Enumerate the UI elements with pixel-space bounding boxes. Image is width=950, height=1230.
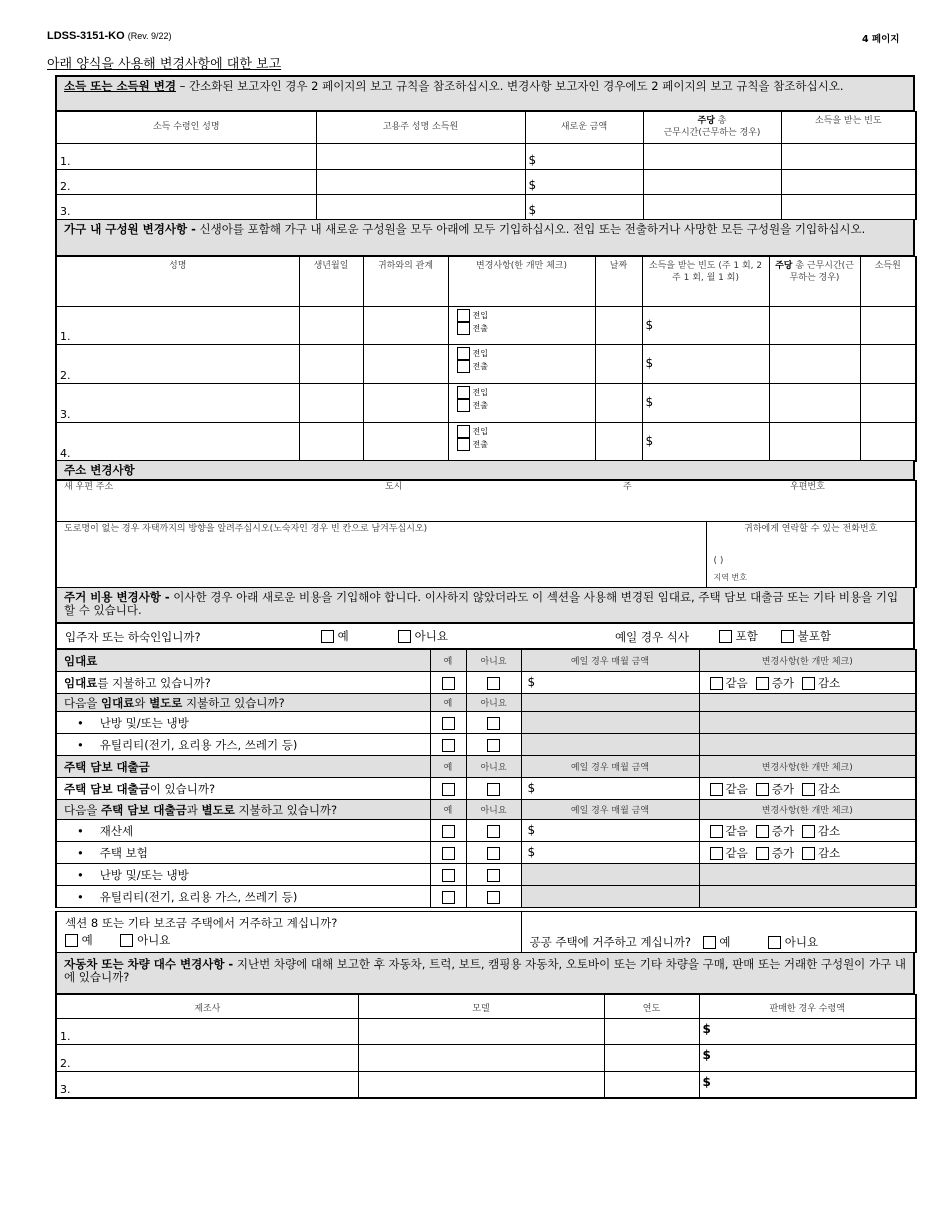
household-row xyxy=(56,345,916,384)
insurance-decrease-checkbox[interactable] xyxy=(802,847,815,860)
roomer-row xyxy=(55,623,915,649)
move-out-option[interactable]: 전출 xyxy=(457,322,592,335)
address-section-header xyxy=(55,460,915,480)
mortgage-decrease-checkbox[interactable] xyxy=(802,783,815,796)
member-relationship-field[interactable] xyxy=(363,384,448,423)
meals-included-checkbox[interactable] xyxy=(719,630,732,643)
move-out-option[interactable]: 전출 xyxy=(457,438,592,451)
rent-same-option[interactable]: 같음 xyxy=(710,676,748,690)
directions-field[interactable]: 도로명이 없는 경우 자택까지의 방향을 알려주십시오(노숙자인 경우 빈 칸으로 남겨두십시오) xyxy=(56,522,706,588)
rent-utilities-row xyxy=(56,734,916,756)
meals-included-option[interactable]: 포함 xyxy=(719,628,758,644)
income-employer-field[interactable] xyxy=(316,195,525,220)
income-frequency-field[interactable] xyxy=(781,170,916,195)
gray-cell xyxy=(521,712,699,734)
address-table xyxy=(55,480,917,588)
member-date-field[interactable] xyxy=(595,384,642,423)
rent-heat-row xyxy=(56,712,916,734)
income-hours-field[interactable] xyxy=(643,144,781,170)
rent-heat-no-checkbox[interactable] xyxy=(487,717,500,730)
insurance-change-group xyxy=(699,842,916,864)
household-col-source: 소득원 xyxy=(860,257,916,307)
insurance-increase-checkbox[interactable] xyxy=(756,847,769,860)
member-source-field[interactable] xyxy=(860,384,916,423)
vehicle-row xyxy=(56,1072,916,1098)
mortgage-yes-cell[interactable] xyxy=(430,778,466,800)
gray-cell xyxy=(699,694,916,712)
gray-cell xyxy=(699,864,916,886)
household-col-relationship: 귀하와의 관계 xyxy=(363,257,448,307)
vehicle-section-header xyxy=(55,952,915,994)
gray-cell xyxy=(521,734,699,756)
gray-cell xyxy=(699,712,916,734)
housing-cost-table xyxy=(55,649,917,908)
rent-decrease-checkbox[interactable] xyxy=(802,677,815,690)
mortgage-amount-field[interactable]: $ xyxy=(521,778,699,800)
rent-col-yes: 예 xyxy=(430,650,466,672)
income-row xyxy=(56,144,916,170)
tax-no-cell[interactable] xyxy=(466,820,521,842)
household-row xyxy=(56,384,916,423)
vehicle-table xyxy=(55,994,917,1099)
income-amount-field[interactable]: $ xyxy=(525,195,643,220)
income-hours-field[interactable] xyxy=(643,170,781,195)
mort-utilities-row xyxy=(56,886,916,908)
mortgage-sep-col-amount: 예일 경우 매월 금액 xyxy=(521,800,699,820)
member-hours-field[interactable] xyxy=(769,384,860,423)
form-revision: (Rev. 9/22) xyxy=(127,31,172,41)
zip-label: 우편번호 xyxy=(790,482,825,492)
vehicle-year-field[interactable] xyxy=(604,1045,699,1072)
income-frequency-field[interactable] xyxy=(781,195,916,220)
mort-utilities-label: • 유틸리티(전기, 요리용 가스, 쓰레기 등) xyxy=(56,886,430,908)
gray-cell xyxy=(699,734,916,756)
move-in-option[interactable]: 전입 xyxy=(457,309,592,322)
member-name-field[interactable]: 1. xyxy=(56,307,299,345)
mort-heat-row xyxy=(56,864,916,886)
gray-cell xyxy=(521,886,699,908)
mortgage-no-cell[interactable] xyxy=(466,778,521,800)
member-source-field[interactable] xyxy=(860,345,916,384)
meals-question: 예일 경우 식사 xyxy=(615,630,689,644)
income-hours-field[interactable] xyxy=(643,195,781,220)
household-row xyxy=(56,423,916,462)
insurance-row xyxy=(56,842,916,864)
mortgage-row xyxy=(56,778,916,800)
mortgage-same-option[interactable]: 같음 xyxy=(710,782,748,796)
phone-label: 귀하에게 연락할 수 있는 전화번호 xyxy=(744,524,878,534)
gray-cell xyxy=(521,694,699,712)
move-out-checkbox[interactable] xyxy=(457,438,470,451)
subsidy-table xyxy=(55,911,917,953)
income-section-header xyxy=(55,75,915,111)
vehicle-sold-field[interactable]: $ xyxy=(699,1045,916,1072)
member-source-field[interactable] xyxy=(860,307,916,345)
rent-util-no-checkbox[interactable] xyxy=(487,739,500,752)
tax-yes-cell[interactable] xyxy=(430,820,466,842)
move-out-checkbox[interactable] xyxy=(457,399,470,412)
rent-heat-no-cell[interactable] xyxy=(466,712,521,734)
rent-sep-col-yes: 예 xyxy=(430,694,466,712)
household-col-name: 성명 xyxy=(56,257,299,307)
rent-no-cell[interactable] xyxy=(466,672,521,694)
member-dob-field[interactable] xyxy=(299,423,363,462)
income-section-text: – 간소화된 보고자인 경우 2 페이지의 보고 규칙을 참조하십시오. 변경사항 보고자인 경우에도 2 페이지의 보고 규칙을 참조하십시오. xyxy=(176,79,844,93)
tax-same-option[interactable]: 같음 xyxy=(710,824,748,838)
rent-util-yes-checkbox[interactable] xyxy=(442,739,455,752)
rent-col-no: 아니요 xyxy=(466,650,521,672)
section8-cell xyxy=(56,912,521,953)
mortgage-col-no: 아니요 xyxy=(466,756,521,778)
insurance-no-checkbox[interactable] xyxy=(487,847,500,860)
household-col-frequency: 소득을 받는 빈도 (주 1 회, 2 주 1 회, 월 1 회) xyxy=(642,257,769,307)
income-employer-field[interactable] xyxy=(316,170,525,195)
housing-section-header xyxy=(55,587,915,623)
mortgage-col-amount: 예일 경우 매월 금액 xyxy=(521,756,699,778)
insurance-increase-option[interactable]: 증가 xyxy=(756,846,794,860)
mortgage-separate-question: 다음을 주택 담보 대출금과 별도로 지불하고 있습니까? xyxy=(56,800,430,820)
mortgage-sep-col-change: 변경사항(한 개만 체크) xyxy=(699,800,916,820)
member-hours-field[interactable] xyxy=(769,307,860,345)
mortgage-change-group xyxy=(699,778,916,800)
roomer-yes-option[interactable]: 예 xyxy=(321,628,349,644)
member-frequency-field[interactable]: $ xyxy=(642,384,769,423)
member-date-field[interactable] xyxy=(595,423,642,462)
tax-decrease-option[interactable]: 감소 xyxy=(802,824,840,838)
move-in-option[interactable]: 전입 xyxy=(457,386,592,399)
mortgage-increase-option[interactable]: 증가 xyxy=(756,782,794,796)
phone-area-paren: ( ) xyxy=(713,556,724,566)
rent-increase-checkbox[interactable] xyxy=(756,677,769,690)
rent-no-checkbox[interactable] xyxy=(487,677,500,690)
move-in-option[interactable]: 전입 xyxy=(457,425,592,438)
public-no-checkbox[interactable] xyxy=(768,936,781,949)
public-no-option[interactable]: 아니요 xyxy=(768,935,818,949)
income-employer-field[interactable] xyxy=(316,144,525,170)
new-address-field[interactable] xyxy=(56,481,916,522)
public-housing-question: 공공 주택에 거주하고 계십니까? xyxy=(529,935,691,949)
roomer-no-option[interactable]: 아니요 xyxy=(398,628,448,644)
mort-heat-no-checkbox[interactable] xyxy=(487,869,500,882)
state-label: 주 xyxy=(623,482,632,492)
mortgage-increase-checkbox[interactable] xyxy=(756,783,769,796)
report-form xyxy=(55,72,915,1098)
vehicle-col-make: 제조사 xyxy=(56,995,358,1019)
rent-question: 임대료를 지불하고 있습니까? xyxy=(56,672,430,694)
mortgage-yes-checkbox[interactable] xyxy=(442,783,455,796)
household-col-date: 날짜 xyxy=(595,257,642,307)
meals-excluded-checkbox[interactable] xyxy=(781,630,794,643)
member-frequency-field[interactable]: $ xyxy=(642,423,769,462)
income-col-employer: 고용주 성명 소득원 xyxy=(316,112,525,144)
member-hours-field[interactable] xyxy=(769,423,860,462)
mort-util-no-cell[interactable] xyxy=(466,886,521,908)
household-section-text: 신생아를 포함해 가구 내 새로운 구성원을 모두 아래에 모두 기입하십시오. 전입 또는 전출하거나 사망한 모든 구성원을 기입하십시오. xyxy=(195,222,866,236)
household-col-dob: 생년월일 xyxy=(299,257,363,307)
rent-decrease-option[interactable]: 감소 xyxy=(802,676,840,690)
household-row xyxy=(56,307,916,345)
rent-yes-cell[interactable] xyxy=(430,672,466,694)
income-row xyxy=(56,195,916,220)
vehicle-sold-field[interactable]: $ xyxy=(699,1072,916,1098)
income-name-field[interactable]: 3. xyxy=(56,195,316,220)
address-section-title: 주소 변경사항 xyxy=(64,463,135,477)
section8-no-option[interactable]: 아니요 xyxy=(120,933,170,947)
member-frequency-field[interactable]: $ xyxy=(642,307,769,345)
rent-util-no-cell[interactable] xyxy=(466,734,521,756)
public-housing-cell xyxy=(521,912,916,953)
tax-label: • 재산세 xyxy=(56,820,430,842)
move-out-option[interactable]: 전출 xyxy=(457,399,592,412)
income-name-field[interactable]: 1. xyxy=(56,144,316,170)
rent-col-change: 변경사항(한 개만 체크) xyxy=(699,650,916,672)
household-section-title: 가구 내 구성원 변경사항 - xyxy=(64,222,196,236)
member-relationship-field[interactable] xyxy=(363,345,448,384)
member-frequency-field[interactable]: $ xyxy=(642,345,769,384)
area-code-label: 지역 번호 xyxy=(713,573,747,582)
household-table xyxy=(55,256,917,462)
rent-heat-yes-checkbox[interactable] xyxy=(442,717,455,730)
vehicle-make-field[interactable]: 3. xyxy=(56,1072,358,1098)
mortgage-separate-row xyxy=(56,800,916,820)
move-in-checkbox[interactable] xyxy=(457,386,470,399)
income-amount-field[interactable]: $ xyxy=(525,144,643,170)
move-out-checkbox[interactable] xyxy=(457,360,470,373)
rent-col-amount: 예일 경우 매월 금액 xyxy=(521,650,699,672)
section8-no-checkbox[interactable] xyxy=(120,934,133,947)
income-name-field[interactable]: 2. xyxy=(56,170,316,195)
roomer-yes-checkbox[interactable] xyxy=(321,630,334,643)
mortgage-col-change: 변경사항(한 개만 체크) xyxy=(699,756,916,778)
vehicle-section-title: 자동차 또는 차량 대수 변경사항 - xyxy=(64,957,234,971)
income-col-frequency: 소득을 받는 빈도 xyxy=(781,112,916,144)
roomer-no-checkbox[interactable] xyxy=(398,630,411,643)
mort-heat-label: • 난방 및/또는 냉방 xyxy=(56,864,430,886)
mort-util-yes-checkbox[interactable] xyxy=(442,891,455,904)
member-relationship-field[interactable] xyxy=(363,307,448,345)
section8-question: 섹션 8 또는 기타 보조금 주택에서 거주하고 계십니까? xyxy=(65,916,338,930)
roomer-question: 입주자 또는 하숙인입니까? xyxy=(65,630,201,644)
insurance-amount-field[interactable]: $ xyxy=(521,842,699,864)
member-dob-field[interactable] xyxy=(299,384,363,423)
tax-change-group xyxy=(699,820,916,842)
vehicle-make-field[interactable]: 2. xyxy=(56,1045,358,1072)
insurance-same-option[interactable]: 같음 xyxy=(710,846,748,860)
member-name-field[interactable]: 4. xyxy=(56,423,299,462)
phone-field[interactable] xyxy=(706,522,916,588)
vehicle-row xyxy=(56,1019,916,1045)
vehicle-model-field[interactable] xyxy=(358,1019,604,1045)
member-date-field[interactable] xyxy=(595,307,642,345)
income-col-hours: 주당 총 근무시간(근무하는 경우) xyxy=(643,112,781,144)
housing-section-text: 이사한 경우 아래 새로운 비용을 기입해야 합니다. 이사하지 않았더라도 이 섹션을 사용해 변경된 임대료, 주택 담보 대출금 또는 기타 비용을 기입할 수 있습니다. xyxy=(64,590,899,617)
mort-util-yes-cell[interactable] xyxy=(430,886,466,908)
vehicle-model-field[interactable] xyxy=(358,1045,604,1072)
insurance-yes-cell[interactable] xyxy=(430,842,466,864)
move-out-checkbox[interactable] xyxy=(457,322,470,335)
tax-decrease-checkbox[interactable] xyxy=(802,825,815,838)
section8-yes-checkbox[interactable] xyxy=(65,934,78,947)
gray-cell xyxy=(699,886,916,908)
mort-util-no-checkbox[interactable] xyxy=(487,891,500,904)
mortgage-decrease-option[interactable]: 감소 xyxy=(802,782,840,796)
household-col-change: 변경사항(한 개만 체크) xyxy=(448,257,595,307)
vehicle-col-sold: 판매한 경우 수령액 xyxy=(699,995,916,1019)
vehicle-make-field[interactable]: 1. xyxy=(56,1019,358,1045)
mortgage-sep-col-no: 아니요 xyxy=(466,800,521,820)
mortgage-sep-col-yes: 예 xyxy=(430,800,466,820)
rent-increase-option[interactable]: 증가 xyxy=(756,676,794,690)
member-hours-field[interactable] xyxy=(769,345,860,384)
insurance-no-cell[interactable] xyxy=(466,842,521,864)
move-in-checkbox[interactable] xyxy=(457,347,470,360)
public-yes-option[interactable]: 예 xyxy=(703,935,731,949)
income-table xyxy=(55,111,917,220)
rent-separate-row xyxy=(56,694,916,712)
move-in-checkbox[interactable] xyxy=(457,309,470,322)
tax-increase-checkbox[interactable] xyxy=(756,825,769,838)
tax-increase-option[interactable]: 증가 xyxy=(756,824,794,838)
income-frequency-field[interactable] xyxy=(781,144,916,170)
member-change-group xyxy=(448,307,595,345)
mortgage-col-yes: 예 xyxy=(430,756,466,778)
member-name-field[interactable]: 3. xyxy=(56,384,299,423)
mort-heat-yes-cell[interactable] xyxy=(430,864,466,886)
public-yes-checkbox[interactable] xyxy=(703,936,716,949)
income-amount-field[interactable]: $ xyxy=(525,170,643,195)
vehicle-col-model: 모델 xyxy=(358,995,604,1019)
vehicle-year-field[interactable] xyxy=(604,1019,699,1045)
income-section-title: 소득 또는 소득원 변경 xyxy=(64,79,176,93)
mort-heat-no-cell[interactable] xyxy=(466,864,521,886)
member-change-group xyxy=(448,423,595,462)
rent-heat-yes-cell[interactable] xyxy=(430,712,466,734)
member-change-group xyxy=(448,345,595,384)
member-name-field[interactable]: 2. xyxy=(56,345,299,384)
mortgage-same-checkbox[interactable] xyxy=(710,783,723,796)
member-dob-field[interactable] xyxy=(299,307,363,345)
meals-excluded-option[interactable]: 불포함 xyxy=(781,628,831,644)
insurance-decrease-option[interactable]: 감소 xyxy=(802,846,840,860)
tax-row xyxy=(56,820,916,842)
mort-heat-yes-checkbox[interactable] xyxy=(442,869,455,882)
household-section-header xyxy=(55,219,915,256)
rent-amount-field[interactable]: $ xyxy=(521,672,699,694)
insurance-label: • 주택 보험 xyxy=(56,842,430,864)
vehicle-section-text: 지난번 차량에 대해 보고한 후 자동차, 트럭, 보트, 캠핑용 자동차, 오토바이 또는 기타 차량을 구매, 판매 또는 거래한 구성원이 가구 내에 있습니까? xyxy=(64,957,906,984)
gray-cell xyxy=(521,864,699,886)
new-address-label: 새 우편 주소 xyxy=(64,482,114,492)
household-col-hours: 주당 총 근무시간(근무하는 경우) xyxy=(769,257,860,307)
rent-heading: 임대료 xyxy=(56,650,430,672)
tax-no-checkbox[interactable] xyxy=(487,825,500,838)
move-in-checkbox[interactable] xyxy=(457,425,470,438)
vehicle-row xyxy=(56,1045,916,1072)
rent-sep-col-no: 아니요 xyxy=(466,694,521,712)
rent-util-yes-cell[interactable] xyxy=(430,734,466,756)
mortgage-question: 주택 담보 대출금이 있습니까? xyxy=(56,778,430,800)
city-label: 도시 xyxy=(385,482,403,492)
income-row xyxy=(56,170,916,195)
rent-change-group xyxy=(699,672,916,694)
housing-section-title: 주거 비용 변경사항 - xyxy=(64,590,170,604)
member-date-field[interactable] xyxy=(595,345,642,384)
form-code: LDSS-3151-KO (Rev. 9/22) xyxy=(47,30,172,42)
vehicle-col-year: 연도 xyxy=(604,995,699,1019)
income-col-name: 소득 수령인 성명 xyxy=(56,112,316,144)
move-in-option[interactable]: 전입 xyxy=(457,347,592,360)
member-change-group xyxy=(448,384,595,423)
insurance-same-checkbox[interactable] xyxy=(710,847,723,860)
mortgage-heading: 주택 담보 대출금 xyxy=(56,756,430,778)
section8-yes-option[interactable]: 예 xyxy=(65,933,93,947)
insurance-yes-checkbox[interactable] xyxy=(442,847,455,860)
page-title: 아래 양식을 사용해 변경사항에 대한 보고 xyxy=(47,57,282,72)
vehicle-sold-field[interactable]: $ xyxy=(699,1019,916,1045)
rent-heat-label: • 난방 및/또는 냉방 xyxy=(56,712,430,734)
rent-same-checkbox[interactable] xyxy=(710,677,723,690)
move-out-option[interactable]: 전출 xyxy=(457,360,592,373)
income-col-amount: 새로운 금액 xyxy=(525,112,643,144)
tax-amount-field[interactable]: $ xyxy=(521,820,699,842)
rent-row xyxy=(56,672,916,694)
vehicle-model-field[interactable] xyxy=(358,1072,604,1098)
rent-separate-question: 다음을 임대료와 별도로 지불하고 있습니까? xyxy=(56,694,430,712)
member-dob-field[interactable] xyxy=(299,345,363,384)
member-relationship-field[interactable] xyxy=(363,423,448,462)
tax-same-checkbox[interactable] xyxy=(710,825,723,838)
page-number: 4 페이지 xyxy=(862,34,900,45)
tax-yes-checkbox[interactable] xyxy=(442,825,455,838)
member-source-field[interactable] xyxy=(860,423,916,462)
vehicle-year-field[interactable] xyxy=(604,1072,699,1098)
rent-yes-checkbox[interactable] xyxy=(442,677,455,690)
rent-utilities-label: • 유틸리티(전기, 요리용 가스, 쓰레기 등) xyxy=(56,734,430,756)
mortgage-no-checkbox[interactable] xyxy=(487,783,500,796)
